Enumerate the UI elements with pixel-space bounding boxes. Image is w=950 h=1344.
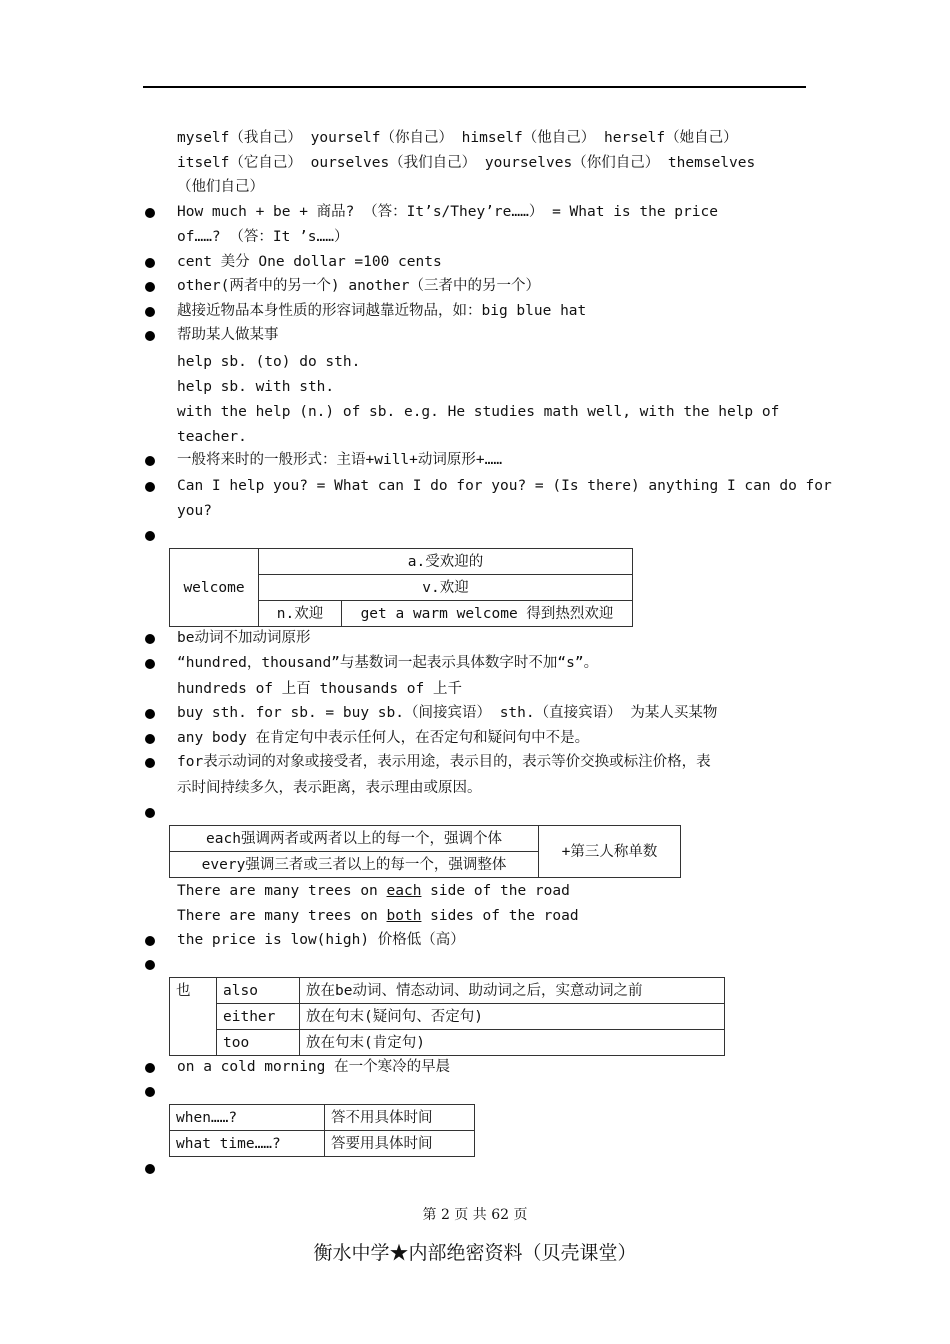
help-line-4: teacher.	[177, 429, 247, 445]
can-i-help-line-1: Can I help you? = What can I do for you? = (Is there) anything I can do for	[177, 478, 832, 494]
welcome-noun: n.欢迎	[259, 601, 342, 627]
both-example: There are many trees on both sides of the road	[177, 908, 579, 924]
pronoun-line-1: myself（我自己） yourself（你自己） himself（他自己） herself（她自己）	[177, 130, 738, 146]
what-time-question: what time……?	[170, 1131, 325, 1157]
bullet-icon	[145, 659, 155, 669]
also-word: also	[217, 978, 300, 1004]
third-person-note: +第三人称单数	[539, 826, 681, 878]
bullet-icon	[145, 734, 155, 744]
what-time-answer: 答要用具体时间	[325, 1131, 475, 1157]
each-word: each	[386, 883, 422, 899]
too-usage: 放在句末(肯定句)	[300, 1030, 725, 1056]
when-table	[169, 1104, 475, 1157]
buy-line: buy sth. for sb. = buy sb.（间接宾语） sth.（直接宾语） 为某人买某物	[177, 705, 718, 721]
hundred-line-1: “hundred，thousand”与基数词一起表示具体数字时不加“s”。	[177, 655, 599, 671]
also-usage: 放在be动词、情态动词、助动词之后，实意动词之前	[300, 978, 725, 1004]
bullet-icon	[145, 208, 155, 218]
bullet-icon	[145, 1063, 155, 1073]
each-cell: each强调两者或两者以上的每一个，强调个体	[170, 826, 539, 852]
cold-morning-line: on a cold morning 在一个寒冷的早晨	[177, 1059, 451, 1075]
help-line-2: help sb. with sth.	[177, 379, 335, 395]
every-cell: every强调三者或三者以上的每一个，强调整体	[170, 852, 539, 878]
welcome-adj: a.受欢迎的	[259, 549, 633, 575]
be-verb-line: be动词不加动词原形	[177, 630, 311, 646]
bullet-icon	[145, 758, 155, 768]
footer-title: 衡水中学★内部绝密资料（贝壳课堂）	[313, 1242, 637, 1264]
also-meaning: 也	[170, 978, 217, 1056]
either-usage: 放在句末(疑问句、否定句)	[300, 1004, 725, 1030]
welcome-table	[169, 548, 633, 627]
can-i-help-line-2: you?	[177, 503, 212, 519]
bullet-icon	[145, 1087, 155, 1097]
welcome-verb: v.欢迎	[259, 575, 633, 601]
price-line-2: of……? （答：It ’s……）	[177, 229, 349, 245]
help-line-3: with the help (n.) of sb. e.g. He studies math well, with the help of	[177, 404, 780, 420]
bullet-icon	[145, 709, 155, 719]
bullet-icon	[145, 960, 155, 970]
price-line-1: How much + be + 商品? （答：It’s/They’re……） = What is the price	[177, 204, 718, 220]
both-word: both	[386, 908, 422, 924]
too-word: too	[217, 1030, 300, 1056]
hundred-line-2: hundreds of 上百 thousands of 上千	[177, 681, 462, 697]
bullet-icon	[145, 936, 155, 946]
also-table	[169, 977, 725, 1056]
bullet-icon	[145, 808, 155, 818]
help-title: 帮助某人做某事	[177, 327, 279, 343]
pronoun-line-2: itself（它自己） ourselves（我们自己） yourselves（你们自己） themselves	[177, 155, 756, 171]
when-question: when……?	[170, 1105, 325, 1131]
page-number: 第 2 页 共 62 页	[422, 1207, 528, 1223]
cent-line: cent 美分 One dollar =100 cents	[177, 254, 442, 270]
either-word: either	[217, 1004, 300, 1030]
pronoun-line-3: （他们自己）	[177, 179, 264, 195]
adjective-order-line: 越接近物品本身性质的形容词越靠近物品，如：big blue hat	[177, 303, 587, 319]
bullet-icon	[145, 1164, 155, 1174]
bullet-icon	[145, 634, 155, 644]
anybody-line: any body 在肯定句中表示任何人，在否定句和疑问句中不是。	[177, 730, 590, 746]
when-answer: 答不用具体时间	[325, 1105, 475, 1131]
each-every-table	[169, 825, 681, 878]
future-tense-line: 一般将来时的一般形式：主语+will+动词原形+……	[177, 452, 503, 468]
bullet-icon	[145, 531, 155, 541]
bullet-icon	[145, 258, 155, 268]
help-line-1: help sb. (to) do sth.	[177, 354, 361, 370]
bullet-icon	[145, 307, 155, 317]
each-example: There are many trees on each side of the road	[177, 883, 570, 899]
bullet-icon	[145, 456, 155, 466]
bullet-icon	[145, 282, 155, 292]
bullet-icon	[145, 331, 155, 341]
for-usage-line-1: for表示动词的对象或接受者，表示用途，表示目的，表示等价交换或标注价格，表	[177, 754, 711, 770]
header-rule	[143, 86, 806, 88]
bullet-icon	[145, 482, 155, 492]
other-line: other(两者中的另一个) another（三者中的另一个）	[177, 278, 540, 294]
for-usage-line-2: 示时间持续多久，表示距离，表示理由或原因。	[177, 780, 482, 796]
welcome-word: welcome	[170, 549, 259, 627]
welcome-phrase: get a warm welcome 得到热烈欢迎	[342, 601, 633, 627]
price-low-line: the price is low(high) 价格低（高）	[177, 932, 465, 948]
